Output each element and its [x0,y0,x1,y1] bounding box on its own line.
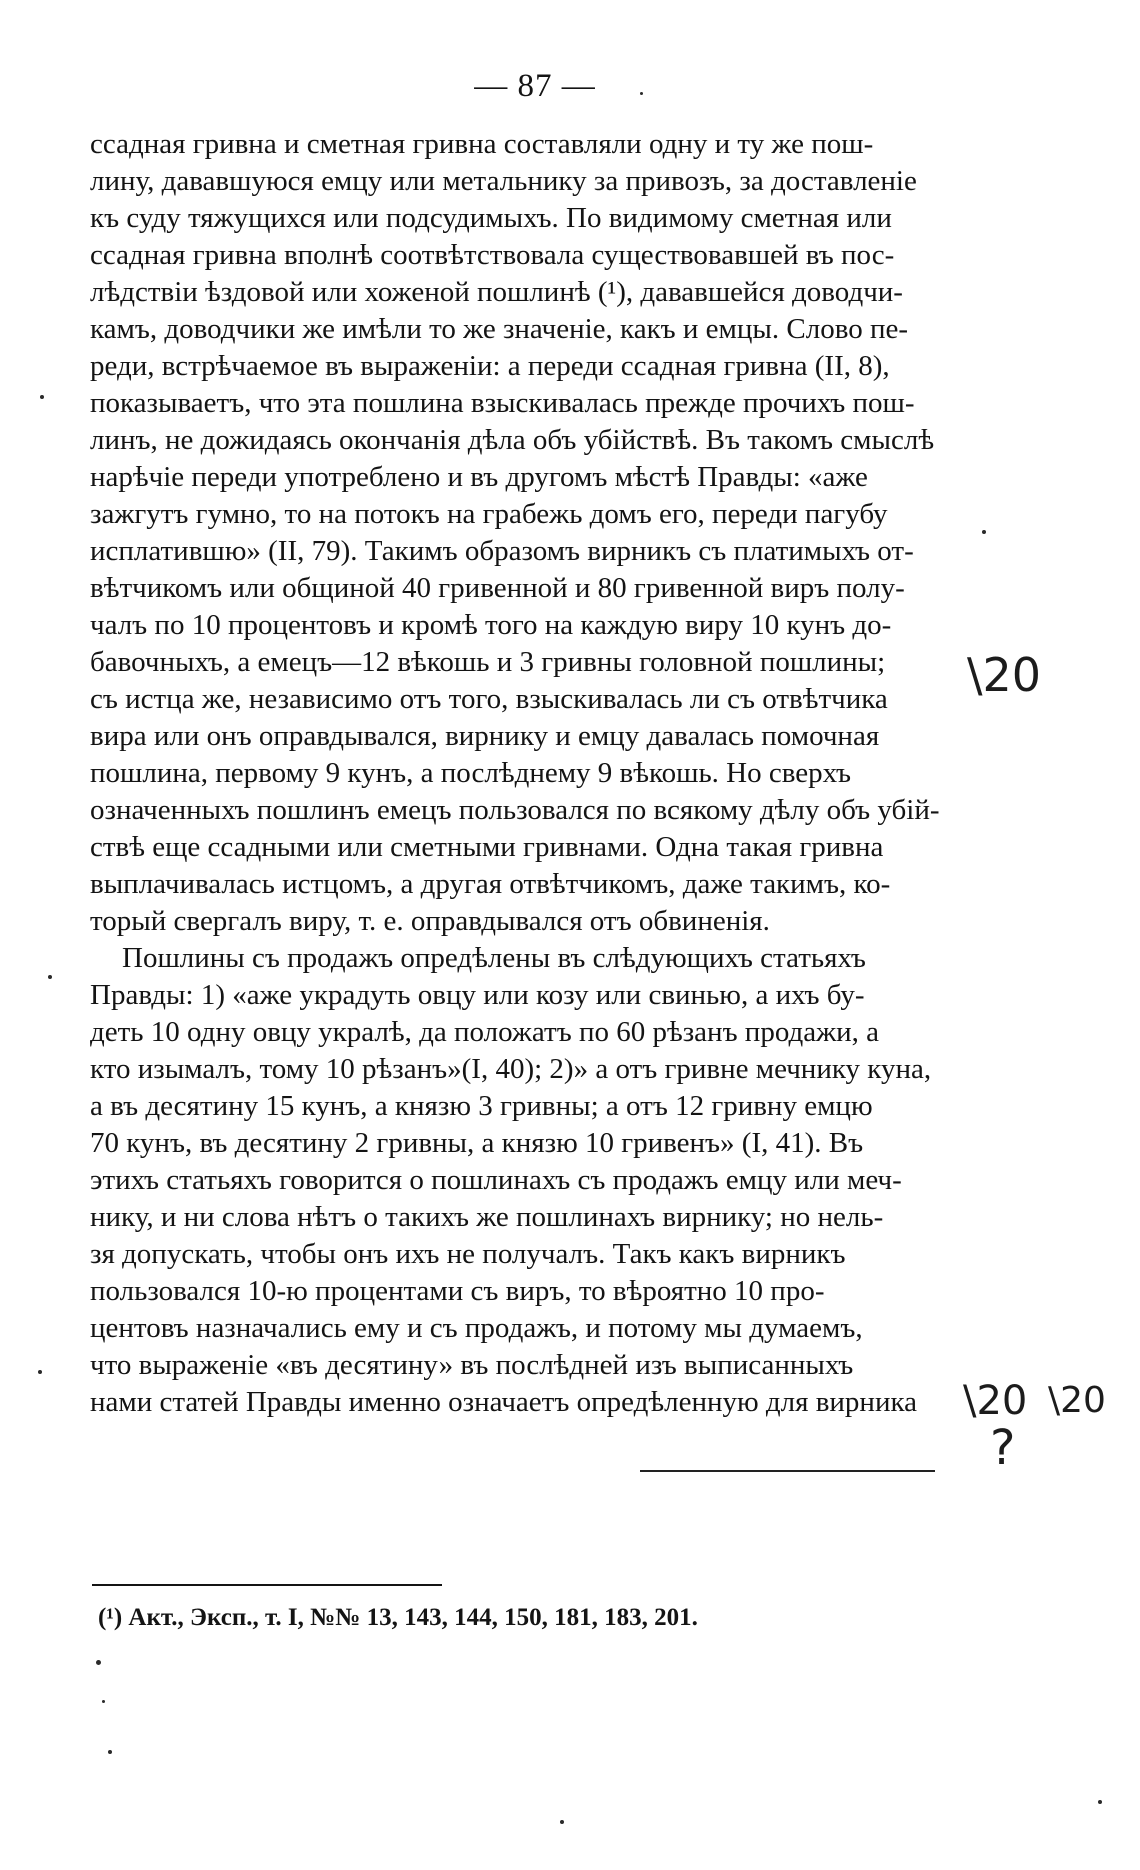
paper-speck [1098,1800,1102,1804]
handwritten-margin-note: \20 [967,648,1042,702]
text-line: 70 кунъ, въ десятину 2 гривны, а князю 10 гривенъ» (I, 41). Въ [90,1127,864,1159]
handwritten-margin-note: \20 [963,1378,1028,1424]
text-line: реди, встрѣчаемое въ выраженіи: а переди ссадная гривна (II, 8), [90,350,890,382]
text-line: ссадная гривна вполнѣ соотвѣтствовала существовавшей въ пос- [90,239,895,271]
text-line: исплатившю» (II, 79). Такимъ образомъ вирникъ съ платимыхъ от- [90,535,914,567]
page-number: — 87 — [474,68,596,104]
text-line: кто изымалъ, тому 10 рѣзанъ»(I, 40); 2)» а отъ гривне мечнику куна, [90,1053,932,1085]
text-line: къ суду тяжущихся или подсудимыхъ. По видимому сметная или [90,202,892,234]
paper-speck [40,395,44,399]
text-line: ссадная гривна и сметная гривна составляли одну и ту же пош- [90,128,874,160]
text-line: чалъ по 10 процентовъ и кромѣ того на каждую виру 10 кунъ до- [90,609,892,641]
text-line: деть 10 одну овцу укралѣ, да положатъ по 60 рѣзанъ продажи, а [90,1016,880,1048]
text-line: съ истца же, независимо отъ того, взыскивалась ли съ отвѣтчика [90,683,888,715]
paper-speck [102,1700,105,1703]
handwritten-underline [640,1470,935,1472]
text-line: камъ, доводчики же имѣли то же значеніе, какъ и емцы. Слово пе- [90,313,909,345]
paper-speck [982,530,986,534]
text-line: вира или онъ оправдывался, вирнику и емцу давалась помочная [90,720,880,752]
text-line: зя допускать, чтобы онъ ихъ не получалъ. Такъ какъ вирникъ [90,1238,846,1270]
text-line: линъ, не дожидаясь окончанія дѣла объ убійствѣ. Въ такомъ смыслѣ [90,424,935,456]
paper-speck [560,1820,564,1824]
text-line: нами статей Правды именно означаетъ опредѣленную для вирника [90,1386,917,1418]
text-line: Правды: 1) «аже украдуть овцу или козу или свинью, а ихъ бу- [90,979,865,1011]
text-line: лѣдствіи ѣздовой или хоженой пошлинѣ (¹), дававшейся доводчи- [90,276,903,308]
handwritten-question-mark: ? [990,1420,1016,1476]
text-line: что выраженіе «въ десятину» въ послѣдней изъ выписанныхъ [90,1349,854,1381]
text-line: центовъ назначались ему и съ продажъ, и потому мы думаемъ, [90,1312,863,1344]
text-line: этихъ статьяхъ говорится о пошлинахъ съ продажъ емцу или меч- [90,1164,902,1196]
text-line: лину, дававшуюся емцу или метальнику за привозъ, за доставленіе [90,165,917,197]
text-line: показываетъ, что эта пошлина взыскивалась прежде прочихъ пош- [90,387,915,419]
text-line: нарѣчіе переди употреблено и въ другомъ мѣстѣ Правды: «аже [90,461,868,493]
text-line: а въ десятину 15 кунъ, а князю 3 гривны; а отъ 12 гривну емцю [90,1090,873,1122]
text-line: Пошлины съ продажъ опредѣлены въ слѣдующихъ статьяхъ [122,942,866,974]
text-line: выплачивалась истцомъ, а другая отвѣтчикомъ, даже такимъ, ко- [90,868,891,900]
paper-speck [108,1750,112,1754]
paper-speck [96,1660,101,1665]
text-line: ствѣ еще ссадными или сметными гривнами. Одна такая гривна [90,831,884,863]
text-line: означенныхъ пошлинъ емецъ пользовался по всякому дѣлу объ убій- [90,794,940,826]
text-line: пользовался 10-ю процентами съ виръ, то вѣроятно 10 про- [90,1275,825,1307]
footnote: (¹) Акт., Эксп., т. I, №№ 13, 143, 144, 150, 181, 183, 201. [98,1604,698,1631]
text-line: бавочныхъ, а емецъ—12 вѣкошь и 3 гривны головной пошлины; [90,646,886,678]
footnote-rule [92,1584,442,1586]
text-line: зажгутъ гумно, то на потокъ на грабежь домъ его, переди пагубу [90,498,888,530]
paper-speck [38,1370,42,1374]
handwritten-margin-note: \20 [1048,1380,1106,1421]
text-line: вѣтчикомъ или общиной 40 гривенной и 80 гривенной виръ полу- [90,572,905,604]
paper-speck [640,92,643,95]
text-line: пошлина, первому 9 кунъ, а послѣднему 9 вѣкошь. Но сверхъ [90,757,852,789]
text-line: торый свергалъ виру, т. е. оправдывался отъ обвиненія. [90,905,770,937]
paper-speck [48,975,52,979]
text-line: нику, и ни слова нѣтъ о такихъ же пошлинахъ вирнику; но нель- [90,1201,884,1233]
